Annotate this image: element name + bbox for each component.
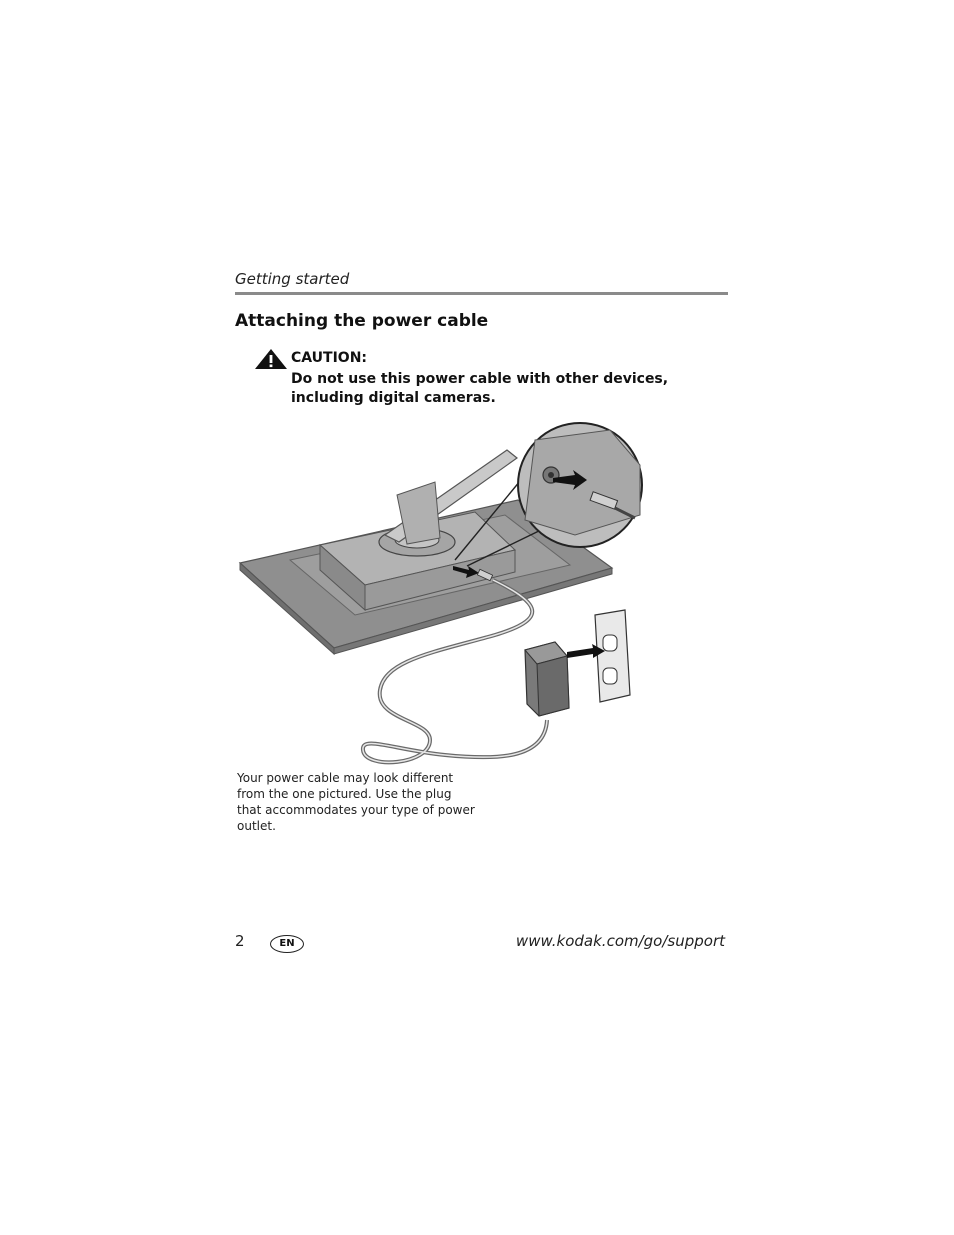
- illustration-caption: Your power cable may look different from the one pictured. Use the plug that accommodates your type of power outlet.: [237, 771, 475, 833]
- power-cable-illustration: [235, 420, 650, 770]
- warning-triangle-icon: [254, 348, 288, 370]
- running-head: Getting started: [235, 270, 350, 288]
- section-title: Attaching the power cable: [235, 311, 489, 331]
- caution-label: CAUTION:: [291, 350, 368, 366]
- language-badge: EN: [270, 935, 304, 953]
- caution-text: Do not use this power cable with other devices, including digital cameras.: [291, 371, 669, 406]
- header-rule: [235, 292, 728, 295]
- page-number: 2: [235, 932, 245, 950]
- support-url[interactable]: www.kodak.com/go/support: [515, 932, 725, 950]
